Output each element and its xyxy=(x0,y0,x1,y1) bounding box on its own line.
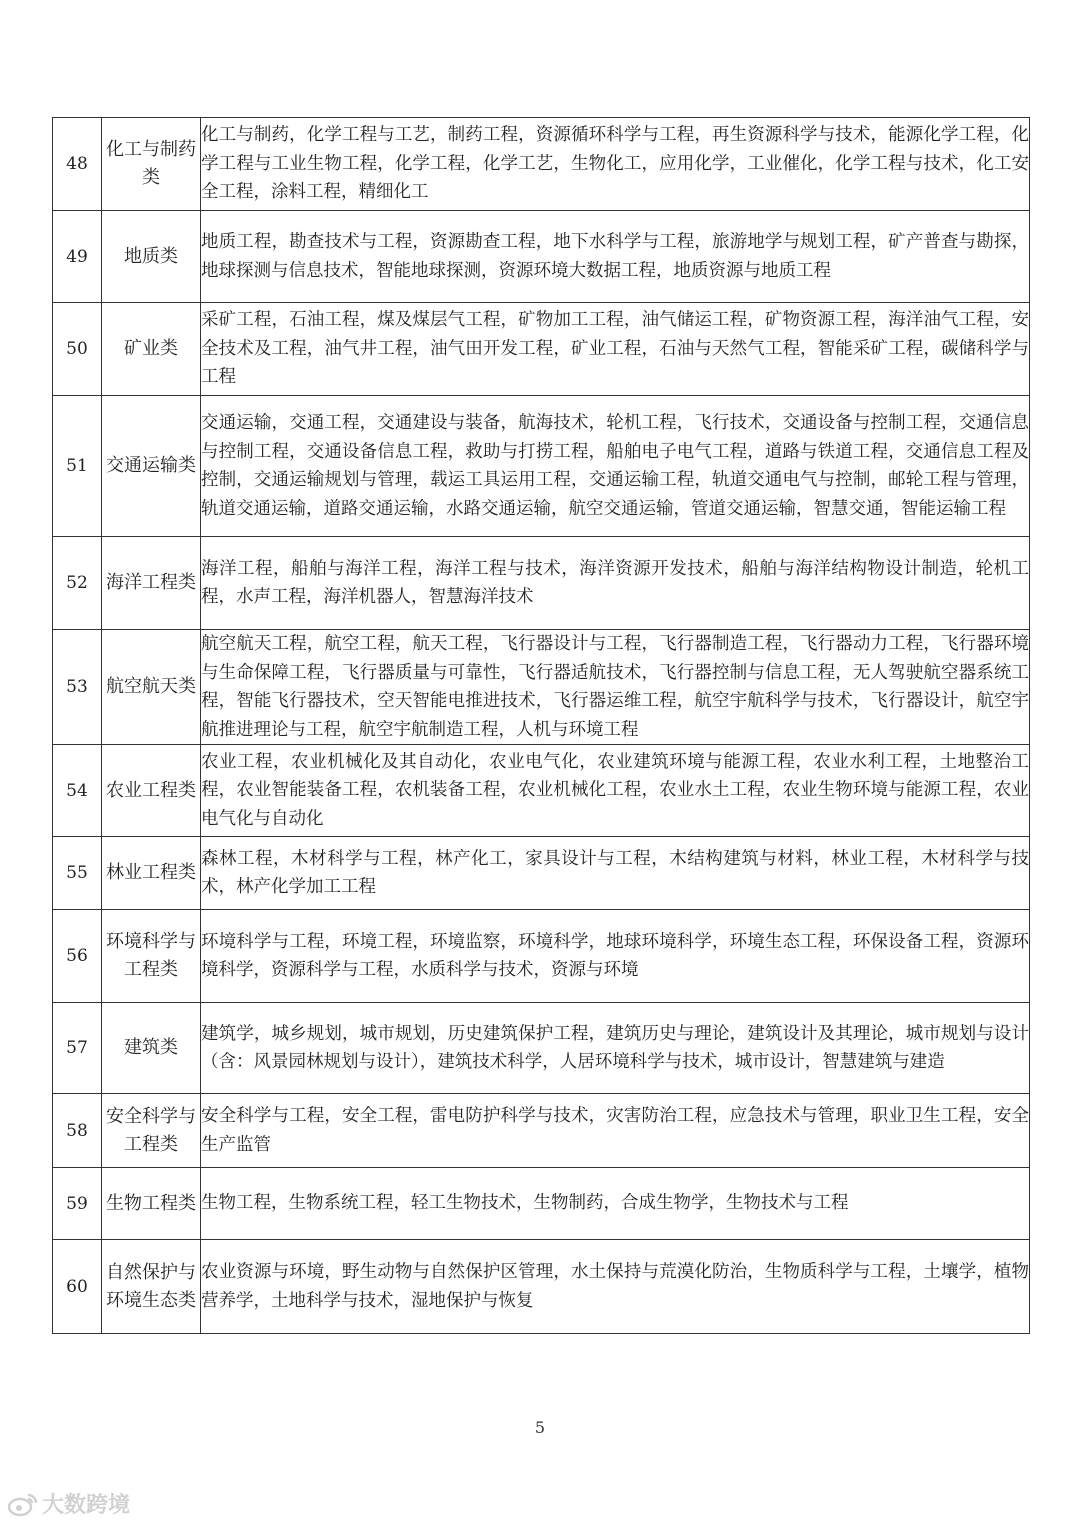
majors-table xyxy=(52,117,1030,1334)
majors-list: 海洋工程，船舶与海洋工程，海洋工程与技术，海洋资源开发技术，船舶与海洋结构物设计制造，轮机工程，水声工程，海洋机器人，智慧海洋技术 xyxy=(201,537,1030,630)
majors-list: 建筑学，城乡规划，城市规划，历史建筑保护工程，建筑历史与理论，建筑设计及其理论，城市规划与设计（含：风景园林规划与设计），建筑技术科学，人居环境科学与技术，城市设计，智慧建筑与建造 xyxy=(201,1003,1030,1094)
category-name: 航空航天类 xyxy=(102,630,201,745)
table-row xyxy=(53,303,1030,396)
table-row xyxy=(53,537,1030,630)
table-row xyxy=(53,211,1030,303)
row-number: 54 xyxy=(53,745,102,837)
row-number: 48 xyxy=(53,118,102,211)
category-name: 林业工程类 xyxy=(102,837,201,910)
row-number: 60 xyxy=(53,1240,102,1334)
row-number: 52 xyxy=(53,537,102,630)
row-number: 56 xyxy=(53,910,102,1003)
row-number: 55 xyxy=(53,837,102,910)
category-name: 环境科学与工程类 xyxy=(102,910,201,1003)
row-number: 53 xyxy=(53,630,102,745)
category-name: 地质类 xyxy=(102,211,201,303)
row-number: 57 xyxy=(53,1003,102,1094)
table-row xyxy=(53,1094,1030,1168)
majors-list: 交通运输，交通工程，交通建设与装备，航海技术，轮机工程，飞行技术，交通设备与控制工程，交通信息与控制工程，交通设备信息工程，救助与打捞工程，船舶电子电气工程，道路与铁道工程，交通信息工程及控制，交通运输规划与管理，载运工具运用工程，交通运输工程，轨道交通电气与控制，邮轮工程与管理，轨道交通运输，道路交通运输，水路交通运输，航空交通运输，管道交通运输，智慧交通，智能运输工程 xyxy=(201,396,1030,537)
category-name: 海洋工程类 xyxy=(102,537,201,630)
watermark-text: 大数跨境 xyxy=(42,1493,131,1518)
row-number: 51 xyxy=(53,396,102,537)
table-row xyxy=(53,630,1030,745)
majors-list: 环境科学与工程，环境工程，环境监察，环境科学，地球环境科学，环境生态工程，环保设备工程，资源环境科学，资源科学与工程，水质科学与技术，资源与环境 xyxy=(201,910,1030,1003)
majors-list: 生物工程，生物系统工程，轻工生物技术，生物制药，合成生物学，生物技术与工程 xyxy=(201,1168,1030,1240)
majors-list: 安全科学与工程，安全工程，雷电防护科学与技术，灾害防治工程，应急技术与管理，职业卫生工程，安全生产监管 xyxy=(201,1094,1030,1168)
majors-list: 化工与制药，化学工程与工艺，制药工程，资源循环科学与工程，再生资源科学与技术，能源化学工程，化学工程与工业生物工程，化学工程，化学工艺，生物化工，应用化学，工业催化，化学工程与技术，化工安全工程，涂料工程，精细化工 xyxy=(201,118,1030,211)
row-number: 50 xyxy=(53,303,102,396)
category-name: 生物工程类 xyxy=(102,1168,201,1240)
category-name: 化工与制药类 xyxy=(102,118,201,211)
majors-list: 森林工程，木材科学与工程，林产化工，家具设计与工程，木结构建筑与材料，林业工程，木材科学与技术，林产化学加工工程 xyxy=(201,837,1030,910)
row-number: 58 xyxy=(53,1094,102,1168)
watermark xyxy=(8,1488,130,1519)
majors-list: 农业工程，农业机械化及其自动化，农业电气化，农业建筑环境与能源工程，农业水利工程，土地整治工程，农业智能装备工程，农机装备工程，农业机械化工程，农业水土工程，农业生物环境与能源工程，农业电气化与自动化 xyxy=(201,745,1030,837)
row-number: 59 xyxy=(53,1168,102,1240)
table-row xyxy=(53,1003,1030,1094)
table-row xyxy=(53,1168,1030,1240)
table-row xyxy=(53,1240,1030,1334)
row-number: 49 xyxy=(53,211,102,303)
page-number: 5 xyxy=(534,1418,546,1437)
category-name: 矿业类 xyxy=(102,303,201,396)
weibo-logo-icon xyxy=(8,1491,38,1517)
table-row xyxy=(53,910,1030,1003)
majors-list: 农业资源与环境，野生动物与自然保护区管理，水土保持与荒漠化防治，生物质科学与工程，土壤学，植物营养学，土地科学与技术，湿地保护与恢复 xyxy=(201,1240,1030,1334)
majors-list: 采矿工程，石油工程，煤及煤层气工程，矿物加工工程，油气储运工程，矿物资源工程，海洋油气工程，安全技术及工程，油气井工程，油气田开发工程，矿业工程，石油与天然气工程，智能采矿工程，碳储科学与工程 xyxy=(201,303,1030,396)
table-row xyxy=(53,396,1030,537)
table-row xyxy=(53,745,1030,837)
category-name: 建筑类 xyxy=(102,1003,201,1094)
majors-list: 航空航天工程，航空工程，航天工程，飞行器设计与工程，飞行器制造工程，飞行器动力工程，飞行器环境与生命保障工程，飞行器质量与可靠性，飞行器适航技术，飞行器控制与信息工程，无人驾驶航空器系统工程，智能飞行器技术，空天智能电推进技术，飞行器运维工程，航空宇航科学与技术，飞行器设计，航空宇航推进理论与工程，航空宇航制造工程，人机与环境工程 xyxy=(201,630,1030,745)
category-name: 农业工程类 xyxy=(102,745,201,837)
table-row xyxy=(53,837,1030,910)
table-row xyxy=(53,118,1030,211)
category-name: 交通运输类 xyxy=(102,396,201,537)
category-name: 安全科学与工程类 xyxy=(102,1094,201,1168)
category-name: 自然保护与环境生态类 xyxy=(102,1240,201,1334)
majors-list: 地质工程，勘查技术与工程，资源勘查工程，地下水科学与工程，旅游地学与规划工程，矿产普查与勘探，地球探测与信息技术，智能地球探测，资源环境大数据工程，地质资源与地质工程 xyxy=(201,211,1030,303)
